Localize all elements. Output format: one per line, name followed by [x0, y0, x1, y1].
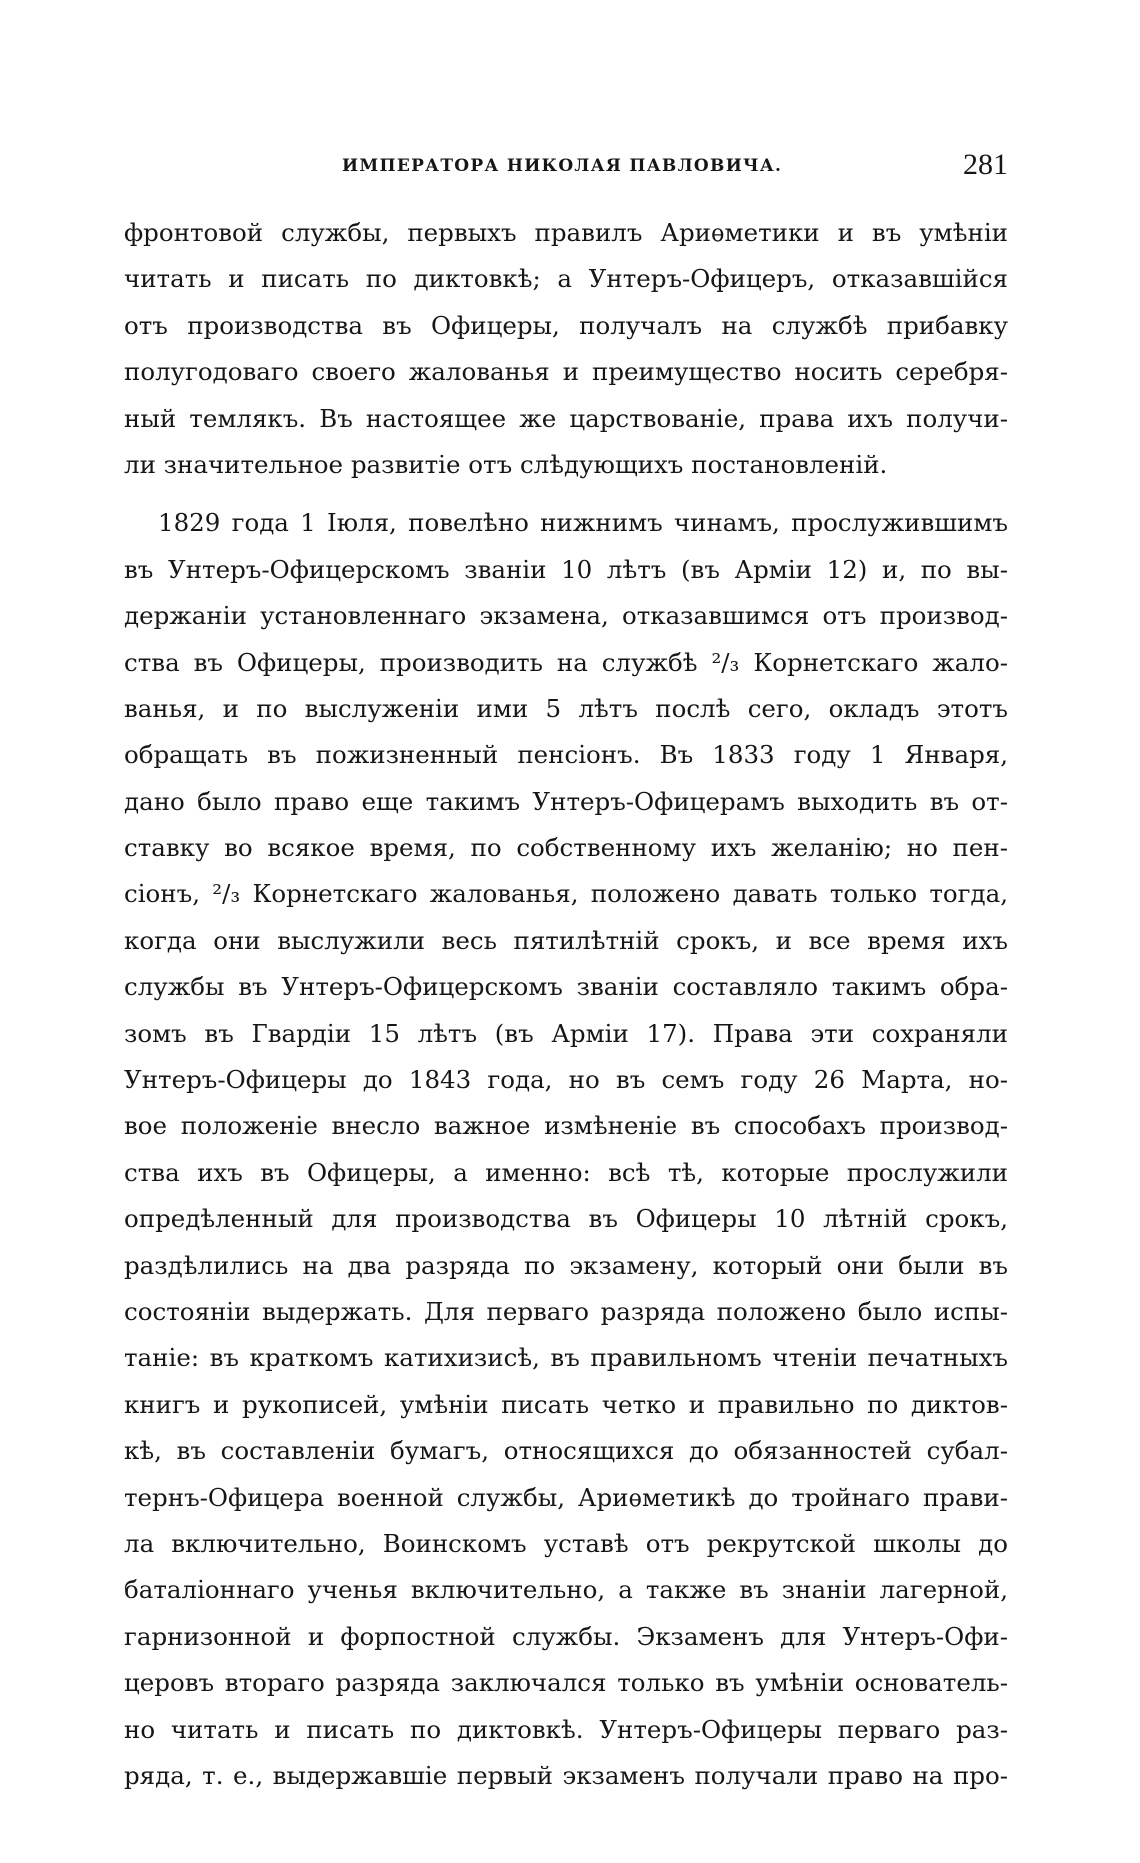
text-line: церовъ втораго разряда заключался только въ умѣніи основатель-	[124, 1668, 1008, 1698]
text-line: 1829 года 1 Іюля, повелѣно нижнимъ чинамъ, прослужившимъ	[158, 508, 1008, 538]
text-line: ряда, т. е., выдержавшіе первый экзаменъ получали право на про-	[124, 1760, 1008, 1790]
text-line: состояніи выдержать. Для перваго разряда положено было испы-	[124, 1296, 1008, 1326]
text-line: ный темлякъ. Въ настоящее же царствованіе, права ихъ получи-	[124, 403, 1008, 433]
text-line: ставку во всякое время, по собственному ихъ желанію; но пен-	[124, 833, 1008, 863]
text-line: дано было право еще такимъ Унтеръ-Офицерамъ выходить въ от-	[124, 786, 1008, 816]
text-line: вое положеніе внесло важное измѣненіе въ способахъ производ-	[124, 1111, 1008, 1141]
running-title: ИМПЕРАТОРА НИКОЛАЯ ПАВЛОВИЧА.	[342, 156, 783, 176]
text-line: сіонъ, ²/₃ Корнетскаго жалованья, положено давать только тогда,	[124, 879, 1008, 909]
text-line: тернъ-Офицера военной службы, Ариѳметикѣ до тройнаго прави-	[124, 1482, 1008, 1512]
text-line: отъ производства въ Офицеры, получалъ на службѣ прибавку	[124, 310, 1008, 340]
text-line: зомъ въ Гвардіи 15 лѣтъ (въ Арміи 17). Права эти сохраняли	[124, 1018, 1008, 1048]
page-number: 281	[963, 148, 1008, 181]
text-line: баталіоннаго ученья включительно, а также въ знаніи лагерной,	[124, 1575, 1008, 1605]
text-line: держаніи установленнаго экзамена, отказавшимся отъ производ-	[124, 601, 1008, 631]
text-line: книгъ и рукописей, умѣніи писать четко и правильно по диктов-	[124, 1389, 1008, 1419]
text-line: Унтеръ-Офицеры до 1843 года, но въ семъ году 26 Марта, но-	[124, 1065, 1008, 1095]
text-line: раздѣлились на два разряда по экзамену, который они были въ	[124, 1250, 1008, 1280]
text-line: полугодоваго своего жалованья и преимущество носить серебря-	[124, 357, 1008, 387]
text-line: службы въ Унтеръ-Офицерскомъ званіи составляло такимъ обра-	[124, 972, 1008, 1002]
paragraph-gap	[124, 488, 1008, 500]
text-line: ванья, и по выслуженіи ими 5 лѣтъ послѣ сего, окладъ этотъ	[124, 693, 1008, 723]
text-line: ства ихъ въ Офицеры, а именно: всѣ тѣ, которые прослужили	[124, 1157, 1008, 1187]
text-line: таніе: въ краткомъ катихизисѣ, въ правильномъ чтеніи печатныхъ	[124, 1343, 1008, 1373]
paragraph-2	[124, 500, 1008, 1799]
text-line: фронтовой службы, первыхъ правилъ Ариѳметики и въ умѣніи	[124, 218, 1008, 247]
text-line: ли значительное развитіе отъ слѣдующихъ постановленій.	[124, 449, 888, 479]
text-line: гарнизонной и форпостной службы. Экзаменъ для Унтеръ-Офи-	[124, 1621, 1008, 1651]
body-text	[124, 210, 1008, 1799]
text-line: въ Унтеръ-Офицерскомъ званіи 10 лѣтъ (въ Арміи 12) и, по вы-	[124, 554, 1008, 584]
text-line: ла включительно, Воинскомъ уставѣ отъ рекрутской школы до	[124, 1528, 1008, 1558]
text-line: но читать и писать по диктовкѣ. Унтеръ-Офицеры перваго раз-	[124, 1714, 1008, 1744]
text-line: обращать въ пожизненный пенсіонъ. Въ 1833 году 1 Января,	[124, 740, 1008, 770]
text-line: опредѣленный для производства въ Офицеры 10 лѣтній срокъ,	[124, 1204, 1008, 1234]
text-line: когда они выслужили весь пятилѣтній срокъ, и все время ихъ	[124, 925, 1008, 955]
paragraph-1	[124, 210, 1008, 488]
running-head	[124, 148, 1008, 188]
text-line: ства въ Офицеры, производить на службѣ ²/₃ Корнетскаго жало-	[124, 647, 1008, 677]
text-line: кѣ, въ составленіи бумагъ, относящихся до обязанностей субал-	[124, 1436, 1008, 1466]
text-line: читать и писать по диктовкѣ; а Унтеръ-Офицеръ, отказавшійся	[124, 264, 1008, 294]
